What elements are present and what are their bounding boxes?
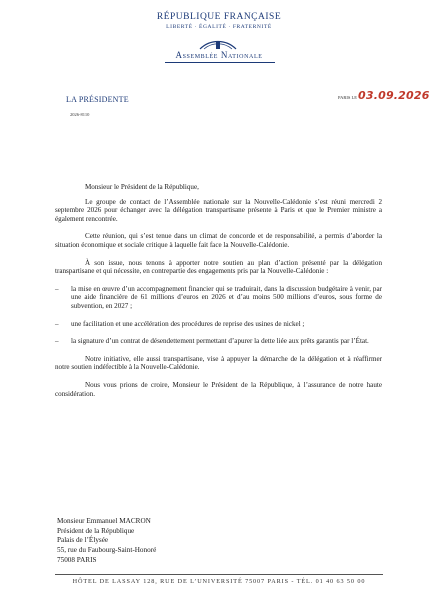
footer-address: HÔTEL DE LASSAY 128, RUE DE L’UNIVERSITÉ 75007 PARIS - TÉL. 01 40 63 50 00	[72, 578, 366, 585]
address-line: 55, rue du Faubourg-Saint-Honoré	[57, 546, 157, 555]
bullet-text: une facilitation et une accélération des procédures de reprise des usines de nickel ;	[71, 319, 305, 328]
list-item	[55, 320, 382, 329]
paragraph-1: Le groupe de contact de l’Assemblée nationale sur la Nouvelle-Calédonie s’est réuni mercredi 2 septembre 2026 pour échanger avec la délégation transpartisane présente à Paris et que le Premier ministre a également rencontrée.	[55, 197, 382, 223]
paragraph-5: Nous vous prions de croire, Monsieur le Président de la République, à l’assurance de notre haute considération.	[55, 380, 382, 398]
reference-number: 2026-8110	[70, 112, 90, 117]
address-line: Palais de l’Élysée	[57, 536, 109, 545]
bullet-text: la signature d’un contrat de désendettement permettant d’apurer la dette liée aux prêts garantis par l’État.	[71, 337, 369, 346]
bullet-marker: –	[55, 284, 59, 293]
sender-title: LA PRÉSIDENTE	[66, 95, 129, 104]
list-item	[55, 337, 382, 346]
recipient-address	[57, 517, 156, 566]
bullet-text: la mise en œuvre d’un accompagnement financier qui se traduirait, dans la discussion budgétaire à venir, par une aide financière de 61 millions d’euros en 2026 et d’au moins 500 millions d’euros, sous forme de subvention, en 2027 ;	[71, 284, 382, 310]
place-label: PARIS LE	[338, 95, 357, 100]
address-line: 75008 PARIS	[57, 555, 97, 564]
assemblee-nationale-title: Assemblée Nationale	[175, 50, 263, 60]
paragraph-2: Cette réunion, qui s’est tenue dans un climat de concorde et de responsabilité, a permis d’aborder la situation économique et sociale critique à laquelle fait face la Nouvelle-Calédonie.	[55, 232, 382, 249]
letter-body	[55, 183, 382, 407]
address-line: Président de la République	[57, 526, 135, 535]
bullet-marker: –	[55, 319, 59, 328]
paragraph-3: À son issue, nous tenons à apporter notre soutien au plan d’action présenté par la délégation transpartisane et qui nécessite, en contrepartie des engagements pris par la Nouvelle-Calédonie :	[55, 258, 382, 276]
letterhead-divider	[165, 62, 275, 63]
paragraph-4: Notre initiative, elle aussi transpartisane, vise à appuyer la démarche de la délégation et à réaffirmer notre soutien indéfectible à la Nouvelle-Calédonie.	[55, 354, 382, 372]
address-line: Monsieur Emmanuel MACRON	[57, 517, 151, 525]
republic-motto: LIBERTÉ · ÉGALITÉ · FRATERNITÉ	[166, 24, 272, 30]
footer-divider	[55, 574, 383, 575]
republique-francaise-title: RÉPUBLIQUE FRANÇAISE	[156, 12, 282, 22]
bullet-marker: –	[55, 337, 59, 346]
salutation: Monsieur le Président de la République,	[85, 183, 199, 191]
handwritten-date: 03.09.2026	[358, 89, 430, 102]
list-item	[55, 285, 382, 311]
